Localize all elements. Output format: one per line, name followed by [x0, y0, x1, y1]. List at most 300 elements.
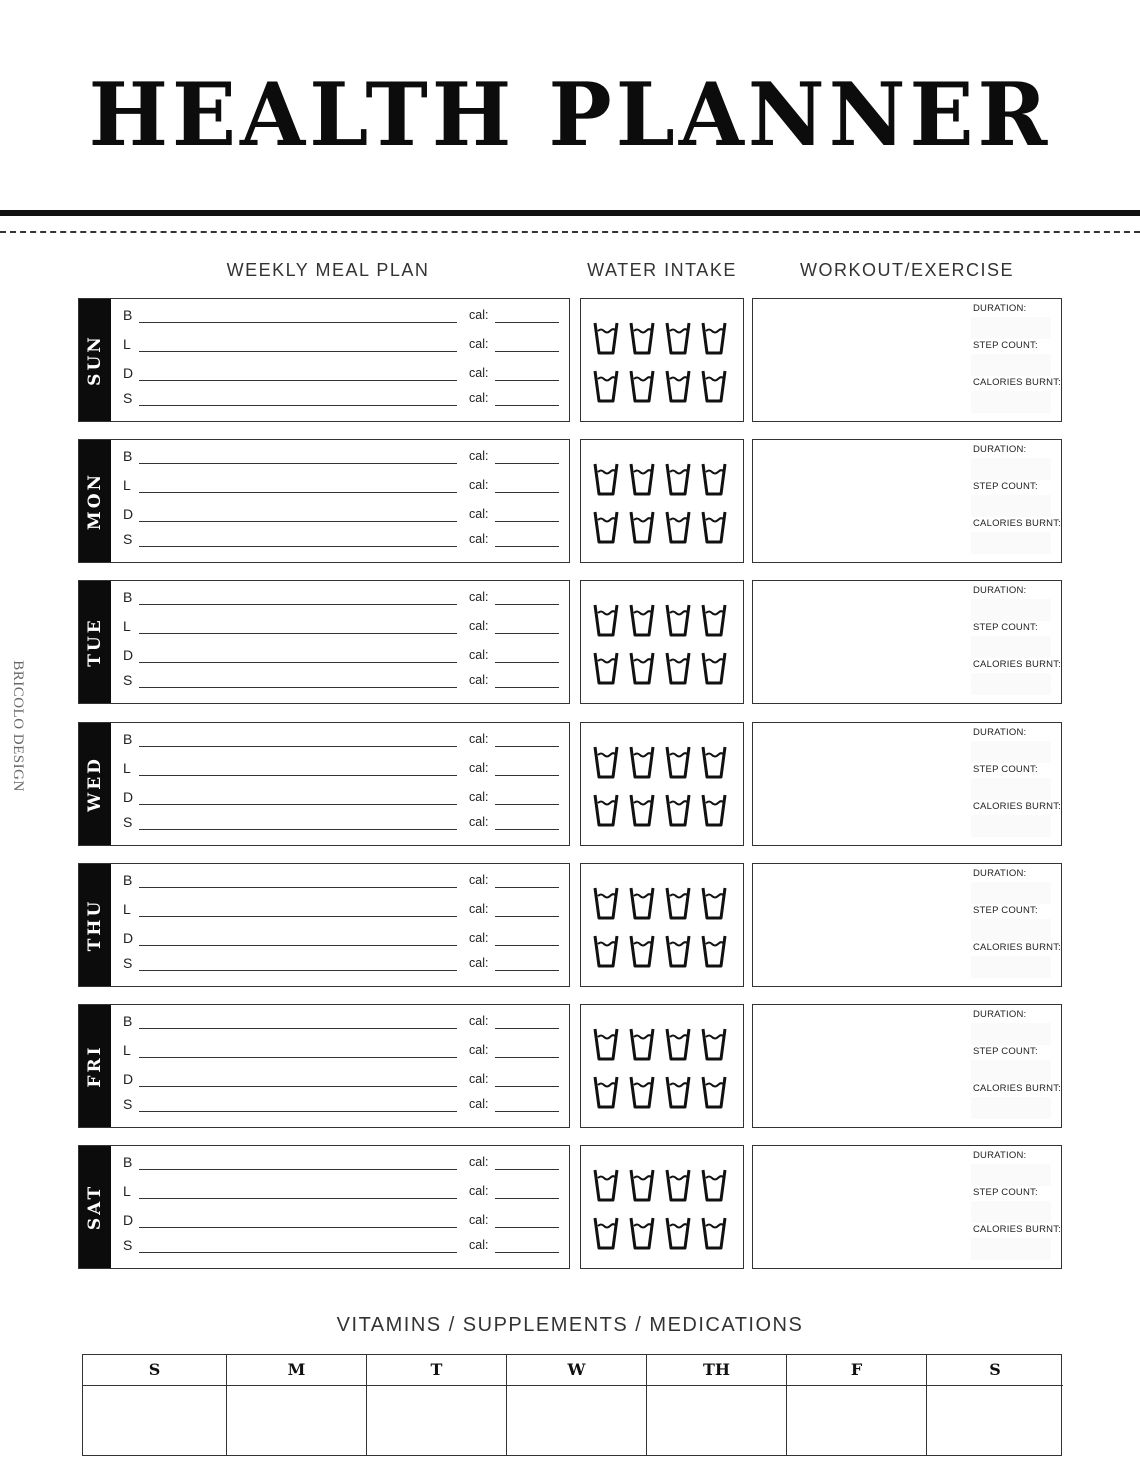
water-cup-icon[interactable] [593, 934, 619, 968]
meal-entry-line[interactable] [123, 477, 563, 501]
water-cup-icon[interactable] [593, 603, 619, 637]
meal-entry-line[interactable] [123, 531, 563, 555]
workout-duration-field[interactable] [971, 317, 1051, 339]
meal-write-line[interactable] [139, 1086, 457, 1087]
meal-write-line[interactable] [139, 1028, 457, 1029]
meal-write-line[interactable] [139, 945, 457, 946]
water-cup-icon[interactable] [665, 1168, 691, 1202]
water-cup-icon[interactable] [701, 934, 727, 968]
meal-entry-line[interactable] [123, 647, 563, 671]
meal-letter: S [123, 1096, 133, 1112]
meal-letter: B [123, 731, 133, 747]
day-label: SUN [85, 334, 105, 386]
meal-entry-line[interactable] [123, 1237, 563, 1261]
meal-entry-line[interactable] [123, 1096, 563, 1120]
meal-entry-line[interactable] [123, 731, 563, 755]
calorie-write-line[interactable] [495, 804, 559, 805]
water-intake-header: WATER INTAKE [587, 260, 737, 280]
meal-letter: L [123, 618, 131, 634]
water-intake-box [580, 439, 744, 563]
water-cup-icon[interactable] [629, 462, 655, 496]
vitamins-title: VITAMINS / SUPPLEMENTS / MEDICATIONS [336, 1314, 804, 1336]
meal-letter: B [123, 307, 133, 323]
water-cup-icon[interactable] [593, 1075, 619, 1109]
day-label: THU [85, 898, 105, 952]
workout-duration-field[interactable] [971, 882, 1051, 904]
calorie-write-line[interactable] [495, 351, 559, 352]
meal-entry-line[interactable] [123, 930, 563, 954]
meal-letter: D [123, 647, 134, 663]
workout-steps-label: STEP COUNT: [973, 340, 1038, 351]
water-cup-icon[interactable] [593, 510, 619, 544]
vitamin-day-header: T [367, 1355, 506, 1386]
calorie-label: cal: [469, 956, 489, 970]
meal-letter: D [123, 789, 134, 805]
workout-steps-field[interactable] [971, 1060, 1051, 1082]
vitamin-day-column[interactable] [927, 1355, 1063, 1455]
water-cup-icon[interactable] [629, 1027, 655, 1061]
workout-calories-label: CALORIES BURNT: [973, 942, 1061, 953]
workout-calories-field[interactable] [971, 956, 1051, 978]
workout-steps-field[interactable] [971, 919, 1051, 941]
water-cup-icon[interactable] [593, 886, 619, 920]
calorie-write-line[interactable] [495, 1169, 559, 1170]
workout-duration-label: DURATION: [973, 868, 1027, 879]
meal-letter: B [123, 1013, 133, 1029]
water-cup-icon[interactable] [701, 745, 727, 779]
meal-entry-line[interactable] [123, 1071, 563, 1095]
calorie-label: cal: [469, 873, 489, 887]
day-label-tab [79, 581, 113, 703]
workout-steps-label: STEP COUNT: [973, 905, 1038, 916]
workout-steps-field[interactable] [971, 778, 1051, 800]
day-row-sat [78, 1145, 1062, 1269]
meal-entry-line[interactable] [123, 672, 563, 696]
workout-duration-label: DURATION: [973, 303, 1027, 314]
water-intake-box [580, 1145, 744, 1269]
meal-write-line[interactable] [139, 887, 457, 888]
workout-box[interactable] [752, 1004, 1062, 1128]
workout-box[interactable] [752, 863, 1062, 987]
meal-letter: B [123, 589, 133, 605]
vitamin-day-column[interactable] [227, 1355, 367, 1455]
calorie-label: cal: [469, 590, 489, 604]
meal-letter: B [123, 872, 133, 888]
water-cup-icon[interactable] [593, 1168, 619, 1202]
calorie-label: cal: [469, 391, 489, 405]
calorie-write-line[interactable] [495, 687, 559, 688]
calorie-label: cal: [469, 619, 489, 633]
workout-duration-field[interactable] [971, 1023, 1051, 1045]
meal-entry-line[interactable] [123, 589, 563, 613]
meal-write-line[interactable] [139, 322, 457, 323]
workout-steps-label: STEP COUNT: [973, 764, 1038, 775]
workout-steps-label: STEP COUNT: [973, 1046, 1038, 1057]
vitamin-day-column[interactable] [647, 1355, 787, 1455]
workout-duration-field[interactable] [971, 1164, 1051, 1186]
water-cup-icon[interactable] [701, 603, 727, 637]
workout-calories-label: CALORIES BURNT: [973, 659, 1061, 670]
workout-calories-field[interactable] [971, 532, 1051, 554]
water-cup-icon[interactable] [701, 886, 727, 920]
calorie-write-line[interactable] [495, 1028, 559, 1029]
meal-entry-line[interactable] [123, 307, 563, 331]
vitamin-day-column[interactable] [507, 1355, 647, 1455]
workout-steps-field[interactable] [971, 354, 1051, 376]
meal-entry-line[interactable] [123, 901, 563, 925]
meal-letter: D [123, 930, 134, 946]
day-label: SAT [85, 1183, 105, 1231]
meal-entry-line[interactable] [123, 365, 563, 389]
meal-write-line[interactable] [139, 829, 457, 830]
water-cup-icon[interactable] [701, 651, 727, 685]
day-label-tab [79, 864, 113, 986]
water-cup-icon[interactable] [701, 510, 727, 544]
water-cup-icon[interactable] [665, 793, 691, 827]
workout-duration-label: DURATION: [973, 585, 1027, 596]
workout-box[interactable] [752, 1145, 1062, 1269]
meal-entry-line[interactable] [123, 872, 563, 896]
water-cup-icon[interactable] [629, 369, 655, 403]
water-intake-box [580, 298, 744, 422]
vitamin-day-header: S [927, 1355, 1063, 1386]
water-cup-icon[interactable] [629, 745, 655, 779]
meal-entry-line[interactable] [123, 955, 563, 979]
vitamin-day-header: F [787, 1355, 926, 1386]
meal-letter: D [123, 506, 134, 522]
meal-letter: D [123, 365, 134, 381]
calorie-label: cal: [469, 532, 489, 546]
meal-write-line[interactable] [139, 1057, 457, 1058]
water-cup-icon[interactable] [629, 793, 655, 827]
workout-calories-field[interactable] [971, 391, 1051, 413]
vitamin-day-header: W [507, 1355, 646, 1386]
water-cup-icon[interactable] [665, 886, 691, 920]
calorie-label: cal: [469, 1097, 489, 1111]
brand-watermark: BRICOLO DESIGN [10, 660, 26, 792]
meal-write-line[interactable] [139, 916, 457, 917]
calorie-write-line[interactable] [495, 521, 559, 522]
water-cup-icon[interactable] [629, 321, 655, 355]
workout-duration-label: DURATION: [973, 1150, 1027, 1161]
workout-calories-field[interactable] [971, 1238, 1051, 1260]
meal-letter: L [123, 336, 131, 352]
calorie-write-line[interactable] [495, 405, 559, 406]
calorie-write-line[interactable] [495, 887, 559, 888]
calorie-write-line[interactable] [495, 945, 559, 946]
meal-letter: D [123, 1212, 134, 1228]
meal-write-line[interactable] [139, 662, 457, 663]
meal-entry-line[interactable] [123, 1042, 563, 1066]
calorie-write-line[interactable] [495, 970, 559, 971]
vitamin-day-column[interactable] [83, 1355, 227, 1455]
meal-letter: S [123, 1237, 133, 1253]
meal-entry-line[interactable] [123, 1013, 563, 1037]
meal-write-line[interactable] [139, 1169, 457, 1170]
meal-write-line[interactable] [139, 1227, 457, 1228]
water-cup-icon[interactable] [629, 886, 655, 920]
vitamin-day-header: TH [647, 1355, 786, 1386]
calorie-label: cal: [469, 931, 489, 945]
water-cup-icon[interactable] [701, 1216, 727, 1250]
workout-calories-field[interactable] [971, 1097, 1051, 1119]
calorie-label: cal: [469, 1014, 489, 1028]
calorie-label: cal: [469, 1238, 489, 1252]
workout-steps-field[interactable] [971, 495, 1051, 517]
calorie-label: cal: [469, 732, 489, 746]
water-cup-icon[interactable] [665, 369, 691, 403]
water-cup-icon[interactable] [701, 1168, 727, 1202]
water-cup-icon[interactable] [629, 934, 655, 968]
water-intake-box [580, 863, 744, 987]
meal-entry-line[interactable] [123, 1212, 563, 1236]
water-cup-icon[interactable] [701, 793, 727, 827]
meal-write-line[interactable] [139, 380, 457, 381]
workout-duration-label: DURATION: [973, 444, 1027, 455]
meal-write-line[interactable] [139, 463, 457, 464]
calorie-write-line[interactable] [495, 1057, 559, 1058]
meal-write-line[interactable] [139, 970, 457, 971]
water-cup-icon[interactable] [593, 321, 619, 355]
vitamins-table [82, 1354, 1062, 1456]
meal-write-line[interactable] [139, 687, 457, 688]
water-cup-icon[interactable] [593, 462, 619, 496]
calorie-write-line[interactable] [495, 463, 559, 464]
meal-write-line[interactable] [139, 804, 457, 805]
meal-plan-box [78, 1004, 570, 1128]
meal-plan-box [78, 722, 570, 846]
water-cup-icon[interactable] [665, 321, 691, 355]
workout-steps-field[interactable] [971, 636, 1051, 658]
calorie-label: cal: [469, 1184, 489, 1198]
meal-write-line[interactable] [139, 1252, 457, 1253]
vitamin-day-header: M [227, 1355, 366, 1386]
day-label-tab [79, 299, 113, 421]
meal-write-line[interactable] [139, 405, 457, 406]
calorie-write-line[interactable] [495, 1227, 559, 1228]
workout-box[interactable] [752, 722, 1062, 846]
water-intake-box [580, 580, 744, 704]
meal-letter: S [123, 955, 133, 971]
calorie-label: cal: [469, 478, 489, 492]
meal-write-line[interactable] [139, 1198, 457, 1199]
calorie-label: cal: [469, 1213, 489, 1227]
day-label-tab [79, 1005, 113, 1127]
meal-plan-header: WEEKLY MEAL PLAN [226, 260, 430, 280]
calorie-label: cal: [469, 337, 489, 351]
calorie-write-line[interactable] [495, 322, 559, 323]
workout-steps-label: STEP COUNT: [973, 622, 1038, 633]
meal-write-line[interactable] [139, 746, 457, 747]
workout-calories-label: CALORIES BURNT: [973, 1083, 1061, 1094]
day-label: MON [85, 471, 105, 531]
water-cup-icon[interactable] [629, 1075, 655, 1109]
calorie-label: cal: [469, 366, 489, 380]
meal-letter: D [123, 1071, 134, 1087]
water-cup-icon[interactable] [701, 1075, 727, 1109]
workout-steps-label: STEP COUNT: [973, 481, 1038, 492]
calorie-write-line[interactable] [495, 1086, 559, 1087]
workout-calories-field[interactable] [971, 815, 1051, 837]
calorie-label: cal: [469, 648, 489, 662]
meal-letter: L [123, 1042, 131, 1058]
water-cup-icon[interactable] [593, 651, 619, 685]
water-cup-icon[interactable] [629, 510, 655, 544]
meal-letter: B [123, 448, 133, 464]
workout-duration-field[interactable] [971, 741, 1051, 763]
water-cup-icon[interactable] [593, 1027, 619, 1061]
meal-entry-line[interactable] [123, 789, 563, 813]
water-intake-box [580, 722, 744, 846]
water-cup-icon[interactable] [665, 1027, 691, 1061]
calorie-write-line[interactable] [495, 546, 559, 547]
meal-write-line[interactable] [139, 775, 457, 776]
workout-calories-label: CALORIES BURNT: [973, 518, 1061, 529]
meal-letter: L [123, 1183, 131, 1199]
water-cup-icon[interactable] [593, 793, 619, 827]
water-cup-icon[interactable] [665, 651, 691, 685]
day-label-tab [79, 723, 113, 845]
dashed-divider [0, 231, 1140, 233]
meal-entry-line[interactable] [123, 618, 563, 642]
calorie-write-line[interactable] [495, 1198, 559, 1199]
meal-plan-box [78, 863, 570, 987]
water-intake-box [580, 1004, 744, 1128]
workout-calories-label: CALORIES BURNT: [973, 801, 1061, 812]
meal-entry-line[interactable] [123, 814, 563, 838]
meal-plan-box [78, 439, 570, 563]
meal-entry-line[interactable] [123, 390, 563, 414]
day-label-tab [79, 1146, 113, 1268]
meal-write-line[interactable] [139, 351, 457, 352]
water-cup-icon[interactable] [665, 745, 691, 779]
water-cup-icon[interactable] [593, 745, 619, 779]
meal-letter: L [123, 477, 131, 493]
water-cup-icon[interactable] [665, 934, 691, 968]
water-cup-icon[interactable] [665, 462, 691, 496]
water-cup-icon[interactable] [701, 321, 727, 355]
calorie-write-line[interactable] [495, 492, 559, 493]
water-cup-icon[interactable] [593, 1216, 619, 1250]
meal-letter: B [123, 1154, 133, 1170]
water-cup-icon[interactable] [629, 651, 655, 685]
workout-calories-field[interactable] [971, 673, 1051, 695]
meal-plan-box [78, 1145, 570, 1269]
calorie-write-line[interactable] [495, 1252, 559, 1253]
meal-write-line[interactable] [139, 633, 457, 634]
workout-duration-field[interactable] [971, 599, 1051, 621]
calorie-write-line[interactable] [495, 916, 559, 917]
calorie-write-line[interactable] [495, 380, 559, 381]
day-row-thu [78, 863, 1062, 987]
water-cup-icon[interactable] [701, 1027, 727, 1061]
meal-letter: L [123, 901, 131, 917]
workout-calories-label: CALORIES BURNT: [973, 377, 1061, 388]
calorie-label: cal: [469, 308, 489, 322]
day-row-mon [78, 439, 1062, 563]
calorie-label: cal: [469, 902, 489, 916]
calorie-write-line[interactable] [495, 775, 559, 776]
meal-entry-line[interactable] [123, 506, 563, 530]
calorie-write-line[interactable] [495, 604, 559, 605]
calorie-label: cal: [469, 1072, 489, 1086]
vitamin-day-column[interactable] [787, 1355, 927, 1455]
water-cup-icon[interactable] [593, 369, 619, 403]
meal-letter: S [123, 672, 133, 688]
meal-letter: S [123, 814, 133, 830]
meal-write-line[interactable] [139, 521, 457, 522]
title-divider [0, 210, 1140, 216]
water-cup-icon[interactable] [629, 1216, 655, 1250]
meal-entry-line[interactable] [123, 448, 563, 472]
vitamin-day-column[interactable] [367, 1355, 507, 1455]
day-label-tab [79, 440, 113, 562]
water-cup-icon[interactable] [665, 510, 691, 544]
meal-plan-box [78, 298, 570, 422]
workout-duration-label: DURATION: [973, 727, 1027, 738]
calorie-write-line[interactable] [495, 633, 559, 634]
water-cup-icon[interactable] [665, 1075, 691, 1109]
day-row-fri [78, 1004, 1062, 1128]
meal-letter: S [123, 531, 133, 547]
day-label: FRI [85, 1044, 105, 1088]
calorie-label: cal: [469, 449, 489, 463]
workout-box[interactable] [752, 298, 1062, 422]
water-cup-icon[interactable] [701, 369, 727, 403]
water-cup-icon[interactable] [629, 1168, 655, 1202]
calorie-label: cal: [469, 815, 489, 829]
meal-letter: S [123, 390, 133, 406]
day-row-wed [78, 722, 1062, 846]
workout-duration-label: DURATION: [973, 1009, 1027, 1020]
calorie-label: cal: [469, 1155, 489, 1169]
meal-write-line[interactable] [139, 604, 457, 605]
workout-duration-field[interactable] [971, 458, 1051, 480]
calorie-write-line[interactable] [495, 746, 559, 747]
meal-write-line[interactable] [139, 546, 457, 547]
meal-entry-line[interactable] [123, 760, 563, 784]
meal-entry-line[interactable] [123, 336, 563, 360]
workout-header: WORKOUT/EXERCISE [799, 260, 1015, 280]
meal-plan-box [78, 580, 570, 704]
water-cup-icon[interactable] [701, 462, 727, 496]
page-title: HEALTH PLANNER [88, 63, 1052, 166]
day-label: WED [85, 756, 105, 812]
workout-steps-label: STEP COUNT: [973, 1187, 1038, 1198]
meal-write-line[interactable] [139, 492, 457, 493]
day-label: TUE [85, 617, 105, 667]
meal-entry-line[interactable] [123, 1183, 563, 1207]
workout-steps-field[interactable] [971, 1201, 1051, 1223]
meal-write-line[interactable] [139, 1111, 457, 1112]
workout-box[interactable] [752, 439, 1062, 563]
workout-box[interactable] [752, 580, 1062, 704]
water-cup-icon[interactable] [629, 603, 655, 637]
water-cup-icon[interactable] [665, 1216, 691, 1250]
calorie-label: cal: [469, 1043, 489, 1057]
day-row-sun [78, 298, 1062, 422]
calorie-write-line[interactable] [495, 662, 559, 663]
calorie-write-line[interactable] [495, 1111, 559, 1112]
day-row-tue [78, 580, 1062, 704]
meal-entry-line[interactable] [123, 1154, 563, 1178]
workout-calories-label: CALORIES BURNT: [973, 1224, 1061, 1235]
water-cup-icon[interactable] [665, 603, 691, 637]
vitamin-day-header: S [83, 1355, 226, 1386]
calorie-write-line[interactable] [495, 829, 559, 830]
meal-letter: L [123, 760, 131, 776]
calorie-label: cal: [469, 507, 489, 521]
